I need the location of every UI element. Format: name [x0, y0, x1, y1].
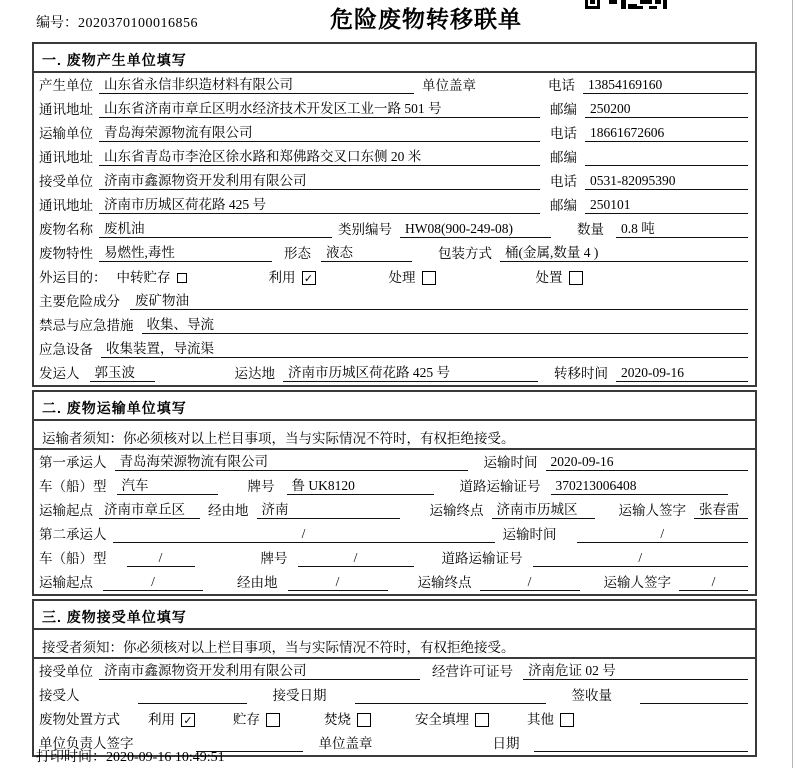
transport-phone-label: 电话	[550, 126, 577, 141]
transfer-date-value: 2020-09-16	[616, 364, 748, 382]
packaging-value: 桶(金属,数量 4 )	[500, 244, 748, 262]
method-store-label: 贮存	[233, 712, 260, 727]
section-header: 一. 废物产生单位填写	[34, 44, 755, 73]
form-row	[34, 361, 755, 385]
page-edge-line	[792, 0, 793, 768]
receiver-phone-label: 电话	[550, 174, 577, 189]
main-hazard-value: 废矿物油	[130, 292, 748, 310]
emergency-equipment-value: 收集装置，导流渠	[101, 340, 748, 358]
outbound-purpose-label: 外运目的：	[39, 270, 107, 285]
receiver-unit-label: 接受单位	[39, 174, 93, 189]
accept-unit-label: 接受单位	[39, 664, 93, 679]
waste-name-label: 废物名称	[39, 222, 93, 237]
print-time-value: 2020-09-16 10:49:51	[106, 750, 225, 765]
form-row	[34, 289, 755, 313]
form-row	[34, 121, 755, 145]
road-permit2-value: /	[533, 549, 749, 567]
form-row	[34, 313, 755, 337]
form-row	[34, 546, 755, 570]
road-permit2-label: 道路运输证号	[441, 551, 523, 566]
received-qty-label: 签收量	[571, 688, 612, 703]
transport-time2-value: /	[577, 525, 749, 543]
purpose-dispose-label: 处置	[535, 270, 563, 285]
receiver-postcode-label: 邮编	[550, 198, 577, 213]
receiver-address-label: 通讯地址	[39, 198, 93, 213]
producer-phone-value: 13854169160	[583, 76, 748, 94]
received-qty-value	[640, 686, 748, 704]
accept-date-label: 接受日期	[272, 688, 327, 703]
second-carrier-value: /	[113, 525, 495, 543]
checkbox-method-landfill	[475, 713, 489, 727]
vehicle-type2-label: 车（船）型	[39, 551, 107, 566]
via2-value: /	[288, 573, 388, 591]
section-header: 二. 废物运输单位填写	[34, 392, 755, 421]
checkbox-method-store	[266, 713, 280, 727]
category-code-label: 类别编号	[338, 222, 392, 237]
terminus2-value: /	[480, 573, 580, 591]
waste-name-value: 废机油	[99, 220, 332, 238]
checkbox-dispose	[569, 271, 583, 285]
method-use-label: 利用	[148, 712, 175, 727]
carrier-sign2-value: /	[679, 573, 748, 591]
checkbox-method-incinerate	[357, 713, 371, 727]
license-no-label: 经营许可证号	[432, 664, 513, 679]
producer-phone-label: 电话	[548, 78, 575, 93]
plate-no-label: 牌号	[247, 479, 275, 494]
doc-number-value: 2020370100016856	[78, 16, 198, 31]
responsible-sign-label: 单位负责人签字	[39, 736, 134, 751]
print-time-label: 打印时间：	[36, 750, 106, 765]
form-row	[34, 217, 755, 241]
form-row	[34, 337, 755, 361]
receiver-address-value: 济南市历城区荷花路 425 号	[99, 196, 540, 214]
via2-label: 经由地	[237, 575, 278, 590]
section-header: 三. 废物接受单位填写	[34, 601, 755, 630]
producer-address-label: 通讯地址	[39, 102, 93, 117]
checkbox-use: ✓	[302, 271, 316, 285]
transport-postcode-label: 邮编	[550, 150, 577, 165]
purpose-transfer-storage-label: 中转贮存	[116, 270, 171, 285]
form-state-label: 形态	[284, 246, 311, 261]
vehicle-type2-value: /	[127, 549, 195, 567]
section-producer	[32, 42, 757, 387]
page-title: 危险废物转移联单	[330, 6, 522, 32]
waste-property-value: 易燃性,毒性	[99, 244, 272, 262]
via-label: 经由地	[208, 503, 249, 518]
producer-unit-label: 产生单位	[39, 78, 93, 93]
doc-number-label: 编号：	[36, 16, 78, 31]
form-row	[34, 241, 755, 265]
acceptor-value	[138, 686, 247, 704]
main-hazard-label: 主要危险成分	[39, 294, 120, 309]
receiver-postcode-value: 250101	[585, 196, 748, 214]
section-transporter	[32, 390, 757, 596]
acceptor-label: 接受人	[39, 688, 80, 703]
first-carrier-label: 第一承运人	[39, 455, 107, 470]
transport-address-value: 山东省青岛市李沧区徐水路和郑佛路交叉口东侧 20 米	[99, 148, 540, 166]
form-sections	[32, 42, 757, 757]
transfer-date-label: 转移时间	[554, 366, 608, 381]
form-row	[34, 169, 755, 193]
transport-time2-label: 运输时间	[502, 527, 557, 542]
method-landfill-label: 安全填埋	[415, 712, 469, 727]
unit-seal-label: 单位盖章	[318, 736, 373, 751]
disposal-method-label: 废物处置方式	[39, 712, 120, 727]
quantity-label: 数量	[577, 222, 604, 237]
checkbox-treat	[422, 271, 436, 285]
destination-value: 济南市历城区荷花路 425 号	[283, 364, 538, 382]
carrier-sign2-label: 运输人签字	[603, 575, 671, 590]
category-code-value: HW08(900-249-08)	[400, 220, 551, 238]
vehicle-type-label: 车（船）型	[39, 479, 107, 494]
producer-address-value: 山东省济南市章丘区明水经济技术开发区工业一路 501 号	[99, 100, 540, 118]
producer-postcode-label: 邮编	[550, 102, 577, 117]
date-value	[534, 734, 749, 752]
producer-postcode-value: 250200	[585, 100, 748, 118]
receiver-unit-value: 济南市鑫源物资开发利用有限公司	[99, 172, 540, 190]
form-row	[34, 97, 755, 121]
consignor-label: 发运人	[39, 366, 80, 381]
doc-number	[36, 12, 198, 32]
transport-phone-value: 18661672606	[585, 124, 748, 142]
emergency-equipment-label: 应急设备	[39, 342, 93, 357]
terminus2-label: 运输终点	[417, 575, 472, 590]
form-row	[34, 683, 755, 707]
form-row	[34, 570, 755, 594]
packaging-label: 包装方式	[438, 246, 492, 261]
print-time	[36, 746, 225, 766]
waste-property-label: 废物特性	[39, 246, 93, 261]
purpose-treat-label: 处理	[388, 270, 416, 285]
transport-unit-label: 运输单位	[39, 126, 93, 141]
accept-unit-value: 济南市鑫源物资开发利用有限公司	[99, 662, 420, 680]
transport-unit-value: 青岛海荣源物流有限公司	[99, 124, 540, 142]
form-row	[34, 193, 755, 217]
terminus-label: 运输终点	[429, 503, 484, 518]
form-row	[34, 265, 755, 289]
vehicle-type-value: 汽车	[117, 477, 218, 495]
form-row	[34, 450, 755, 474]
origin2-value: /	[103, 573, 203, 591]
section-note: 运输者须知：你必须核对以上栏目事项，当与实际情况不符时，有权拒绝接受。	[34, 421, 755, 450]
qr-code-fragment	[585, 0, 667, 11]
checkbox-method-use: ✓	[181, 713, 195, 727]
section-receiver	[32, 599, 757, 757]
form-row	[34, 73, 755, 97]
emergency-measures-label: 禁忌与应急措施	[39, 318, 134, 333]
method-incinerate-label: 焚烧	[324, 712, 351, 727]
transport-address-label: 通讯地址	[39, 150, 93, 165]
plate-no2-value: /	[298, 549, 414, 567]
transport-time-label: 运输时间	[483, 455, 538, 470]
quantity-value: 0.8 吨	[616, 220, 748, 238]
carrier-sign-value: 张春雷	[694, 501, 748, 519]
checkbox-transfer-storage	[177, 273, 187, 283]
terminus-value: 济南市历城区	[492, 501, 595, 519]
destination-label: 运达地	[234, 366, 275, 381]
road-permit-value: 370213006408	[551, 477, 728, 495]
form-state-value: 液态	[321, 244, 412, 262]
origin-label: 运输起点	[39, 503, 93, 518]
consignor-value: 郭玉波	[90, 364, 155, 382]
section-note: 接受者须知：你必须核对以上栏目事项，当与实际情况不符时，有权拒绝接受。	[34, 630, 755, 659]
emergency-measures-value: 收集、导流	[142, 316, 749, 334]
road-permit-label: 道路运输证号	[459, 479, 541, 494]
checkbox-method-other	[560, 713, 574, 727]
origin-value: 济南市章丘区	[99, 501, 200, 519]
plate-no-value: 鲁 UK8120	[287, 477, 434, 495]
purpose-use-label: 利用	[268, 270, 296, 285]
form-row	[34, 659, 755, 683]
second-carrier-label: 第二承运人	[39, 527, 107, 542]
origin2-label: 运输起点	[39, 575, 93, 590]
license-no-value: 济南危证 02 号	[523, 662, 748, 680]
form-row	[34, 522, 755, 546]
form-row	[34, 474, 755, 498]
method-other-label: 其他	[527, 712, 554, 727]
plate-no2-label: 牌号	[260, 551, 288, 566]
via-value: 济南	[257, 501, 400, 519]
form-row	[34, 498, 755, 522]
carrier-sign-label: 运输人签字	[618, 503, 686, 518]
transport-postcode-value	[585, 148, 748, 166]
producer-unit-value: 山东省永信非织造材料有限公司	[99, 76, 414, 94]
form-row	[34, 707, 755, 731]
form-row	[34, 145, 755, 169]
date-label: 日期	[492, 736, 520, 751]
transport-time-value: 2020-09-16	[546, 453, 749, 471]
first-carrier-value: 青岛海荣源物流有限公司	[115, 453, 468, 471]
producer-seal-label: 单位盖章	[422, 78, 476, 93]
accept-date-value	[355, 686, 546, 704]
receiver-phone-value: 0531-82095390	[585, 172, 748, 190]
